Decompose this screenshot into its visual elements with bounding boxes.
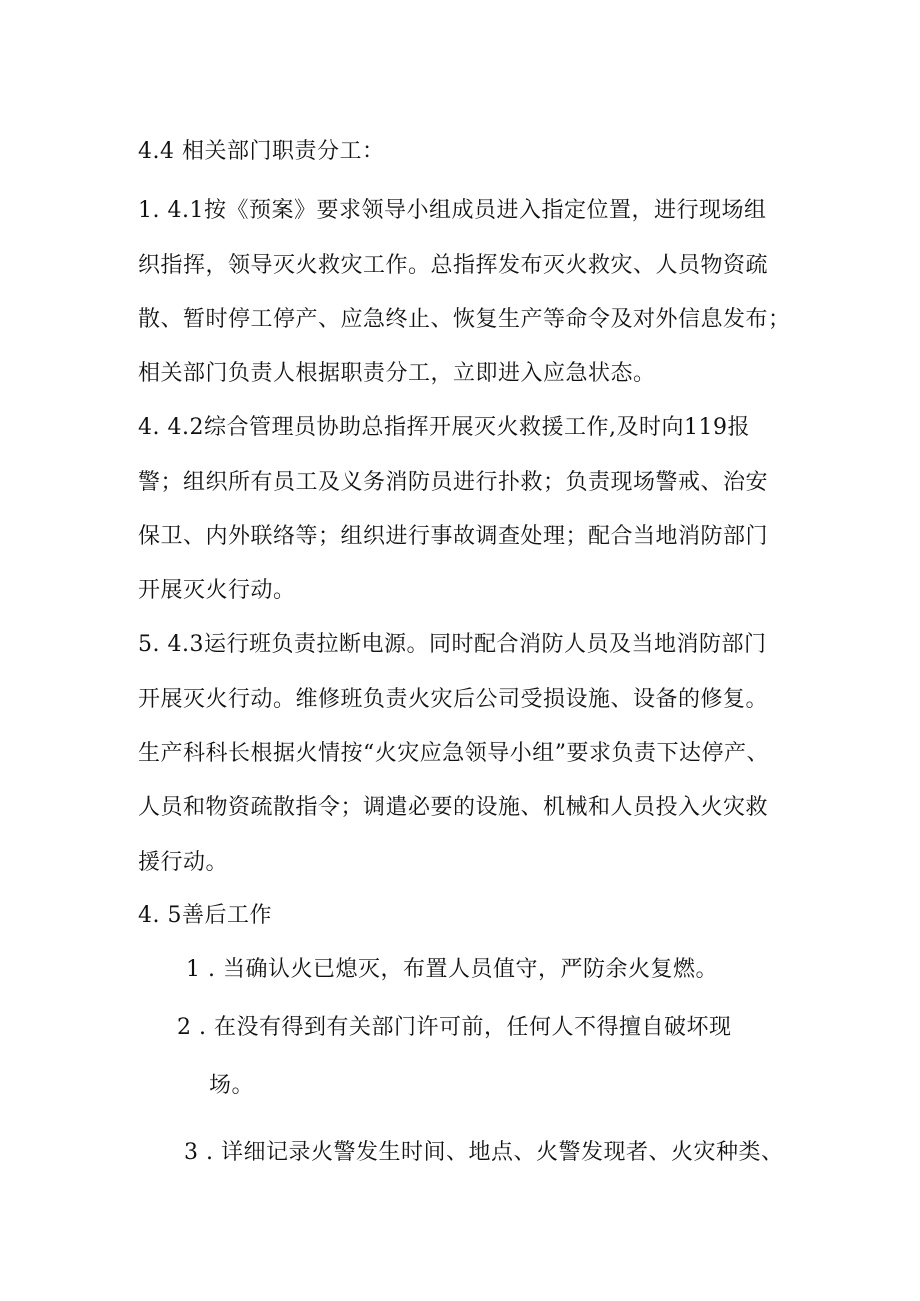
- paragraph-line: 5. 4.3运行班负责拉断电源。同时配合消防人员及当地消防部门: [138, 632, 767, 657]
- paragraph-line: 保卫、内外联络等；组织进行事故调查处理；配合当地消防部门: [138, 524, 769, 549]
- paragraph-line: 人员和物资疏散指令；调遣必要的设施、机械和人员投入火灾救: [138, 795, 769, 820]
- paragraph-line: 相关部门负责人根据职责分工，立即进入应急状态。: [138, 361, 656, 386]
- paragraph-line: 织指挥，领导灭火救灾工作。总指挥发布灭火救灾、人员物资疏: [138, 253, 769, 278]
- paragraph-line: 散、暂时停工停产、应急终止、恢复生产等命令及对外信息发布；: [138, 307, 791, 332]
- list-item: 3 . 详细记录火警发生时间、地点、火警发现者、火灾种类、: [184, 1140, 784, 1165]
- paragraph-line: 开展灭火行动。维修班负责火灾后公司受损设施、设备的修复。: [138, 687, 769, 712]
- paragraph-line: 开展灭火行动。: [138, 578, 296, 603]
- paragraph-line: 警；组织所有员工及义务消防员进行扑救；负责现场警戒、治安: [138, 470, 769, 495]
- list-item: 2 . 在没有得到有关部门许可前，任何人不得擅自破坏现: [177, 1015, 732, 1040]
- list-item: 1 . 当确认火已熄灭，布置人员值守，严防余火复燃。: [186, 957, 718, 982]
- list-item-continuation: 场。: [209, 1073, 255, 1098]
- paragraph-line: 4. 4.2综合管理员协助总指挥开展灭火救援工作,及时向119报: [138, 415, 750, 440]
- section-heading-4-5: 4. 5善后工作: [138, 903, 272, 928]
- paragraph-line: 生产科科长根据火情按“火灾应急领导小组”要求负责下达停产、: [138, 741, 769, 766]
- paragraph-line: 1. 4.1按《预案》要求领导小组成员进入指定位置，进行现场组: [138, 198, 767, 223]
- section-heading-4-4: 4.4 相关部门职责分工：: [138, 139, 385, 164]
- paragraph-line: 援行动。: [138, 850, 229, 875]
